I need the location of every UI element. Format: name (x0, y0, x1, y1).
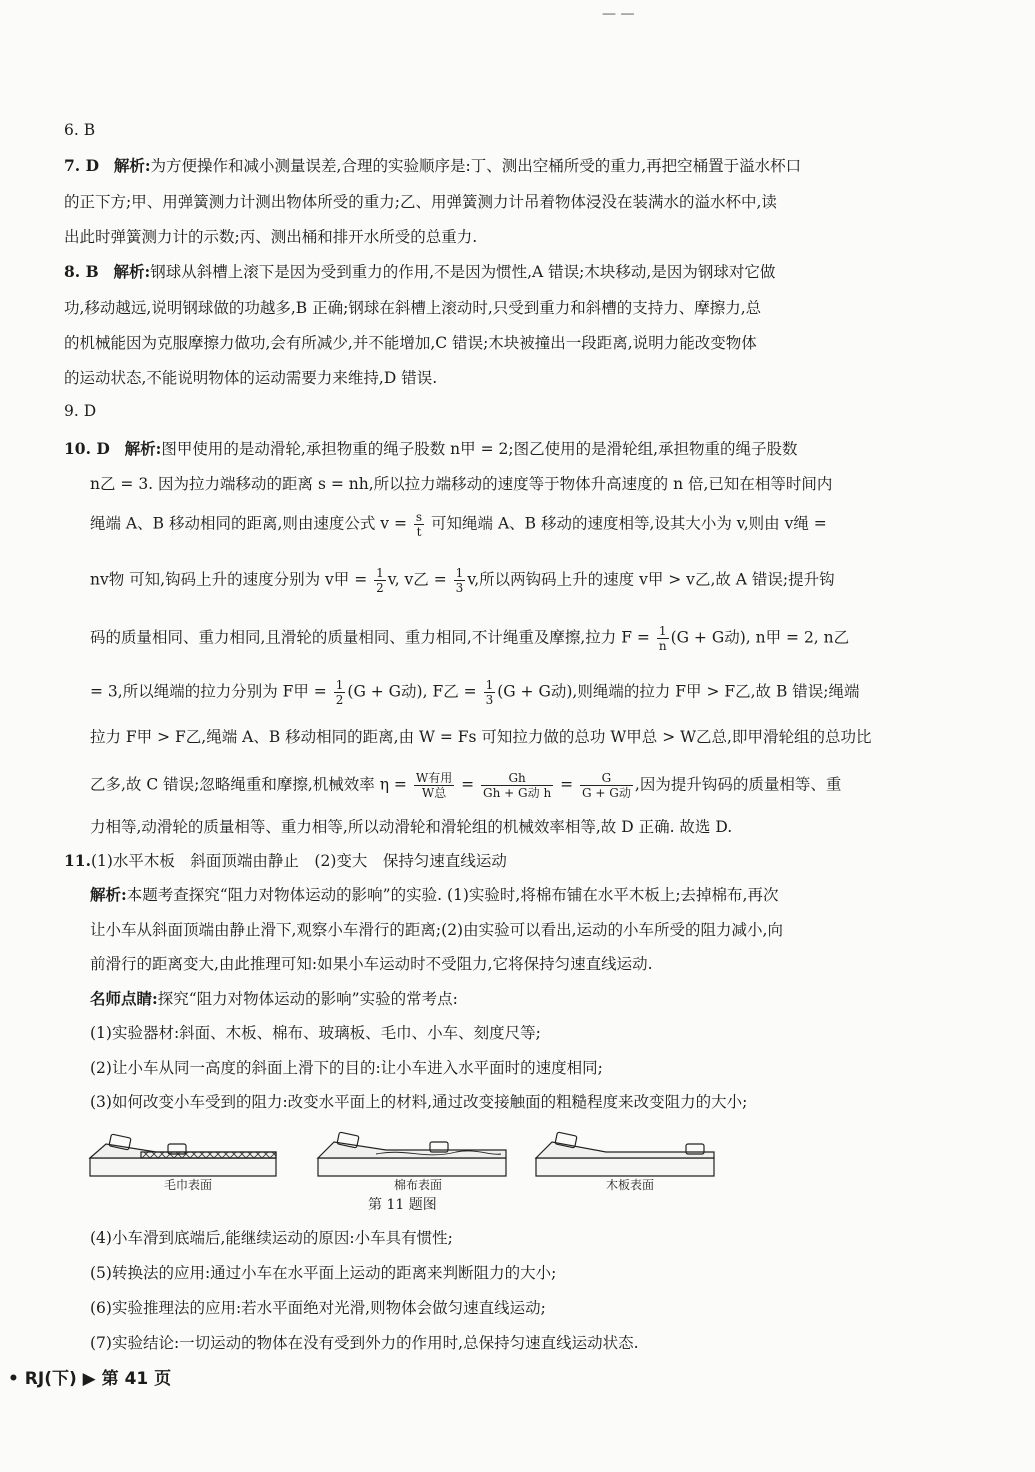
answer-10-line-7: 拉力 F甲 > F乙,绳端 A、B 移动相同的距离,由 W = Fs 可知拉力做的总功 W甲总 > W乙总,即甲滑轮组的总功比 (90, 728, 872, 746)
label-wood-surface: 木板表面 (606, 1178, 655, 1192)
text: = 3,所以绳端的拉力分别为 F甲 = (90, 682, 327, 701)
tip-point-2: (2)让小车从同一高度的斜面上滑下的目的:让小车进入水平面时的速度相同; (90, 1059, 603, 1077)
answer-10-line-3 (90, 510, 827, 539)
answer-6: 6. B (64, 121, 96, 139)
fraction-one-over-n (657, 624, 669, 653)
numerator: 1 (376, 566, 384, 580)
numerator: s (415, 510, 423, 524)
fraction-efficiency-1 (414, 771, 454, 800)
text: nv物 可知,钩码上升的速度分别为 v甲 = (90, 570, 368, 589)
fraction-efficiency-2 (481, 771, 553, 800)
text: 可知绳端 A、B 移动的速度相等,设其大小为 v,则由 v绳 = (431, 514, 827, 533)
fraction-third (454, 566, 466, 595)
denominator: 3 (485, 693, 494, 707)
analysis-tag: 解析: (113, 262, 151, 281)
text: v, v乙 = (387, 570, 447, 589)
text: 为方便操作和减小测量误差,合理的实验顺序是:丁、测出空桶所受的重力,再把空桶置于溢水杯口 (150, 157, 802, 175)
tip-point-7: (7)实验结论:一切运动的物体在没有受到外力的作用时,总保持匀速直线运动状态. (90, 1334, 639, 1352)
answer-11-analysis-3: 前滑行的距离变大,由此推理可知:如果小车运动时不受阻力,它将保持匀速直线运动. (90, 955, 653, 973)
text: ,因为提升钩码的质量相等、重 (634, 775, 842, 794)
text: 码的质量相同、重力相同,且滑轮的质量相同、重力相同,不计绳重及摩擦,拉力 F = (90, 628, 650, 647)
tip-point-6: (6)实验推理法的应用:若水平面绝对光滑,则物体会做匀速直线运动; (90, 1299, 546, 1317)
figure-caption: 第 11 题图 (368, 1197, 437, 1213)
text: 探究“阻力对物体运动的影响”实验的常考点: (157, 990, 458, 1008)
answer-7-line-2: 的正下方;甲、用弹簧测力计测出物体所受的重力;乙、用弹簧测力计吊着物体浸没在装满水的溢水杯中,读 (64, 193, 777, 211)
analysis-tag: 解析: (90, 885, 127, 904)
answer-8-line-2: 功,移动越远,说明钢球做的功越多,B 正确;钢球在斜槽上滚动时,只受到重力和斜槽的支持力、摩擦力,总 (64, 299, 762, 317)
figure-11 (86, 1118, 716, 1214)
answer-11-analysis-1 (90, 883, 778, 905)
numerator: 1 (335, 678, 344, 692)
analysis-tag: 解析: (124, 439, 162, 458)
denominator: Gh + G动 h (483, 786, 552, 800)
fraction-half (374, 566, 386, 595)
denominator: 2 (335, 693, 344, 707)
answer-11-line-1 (64, 849, 507, 871)
answer-8-line-3: 的机械能因为克服摩擦力做功,会有所减少,并不能增加,C 错误;木块被撞出一段距离,说明力能改变物体 (64, 334, 757, 352)
text: v,所以两钩码上升的速度 v甲 > v乙,故 A 错误;提升钩 (467, 570, 835, 589)
tip-point-4: (4)小车滑到底端后,能继续运动的原因:小车具有惯性; (90, 1229, 453, 1247)
tip-tag: 名师点睛: (90, 989, 158, 1008)
answer-7-line-1 (64, 154, 801, 176)
answer-10-line-4 (90, 566, 835, 595)
numerator: 1 (455, 566, 464, 580)
denominator: G + G动 (582, 786, 631, 800)
answer-9: 9. D (64, 402, 97, 420)
numerator: G (601, 771, 612, 785)
fraction-s-over-t (414, 510, 424, 539)
text: 绳端 A、B 移动相同的距离,则由速度公式 v = (90, 514, 407, 533)
page-footer: • RJ(下) ▶ 第 41 页 (8, 1369, 172, 1389)
denominator: 3 (455, 581, 464, 595)
answer-10-line-6 (90, 678, 860, 707)
tip-point-3: (3)如何改变小车受到的阻力:改变水平面上的材料,通过改变接触面的粗糙程度来改变阻力的大小; (90, 1093, 748, 1111)
top-mark: — — (602, 6, 635, 22)
answer-11-number: 11. (64, 851, 91, 870)
denominator: 2 (376, 581, 384, 595)
fraction-third (484, 678, 496, 707)
teacher-tip (90, 987, 458, 1009)
denominator: t (414, 524, 424, 539)
answer-7-line-3: 出此时弹簧测力计的示数;丙、测出桶和排开水所受的总重力. (64, 228, 478, 246)
label-towel-surface: 毛巾表面 (164, 1178, 213, 1192)
fraction-efficiency-3 (580, 771, 633, 800)
answer-8-line-4: 的运动状态,不能说明物体的运动需要力来维持,D 错误. (64, 369, 438, 387)
text: 钢球从斜槽上滚下是因为受到重力的作用,不是因为惯性,A 错误;木块移动,是因为钢球对它做 (150, 263, 776, 281)
answer-10-line-9: 力相等,动滑轮的质量相等、重力相等,所以动滑轮和滑轮组的机械效率相等,故 D 正确. 故选 D. (90, 818, 733, 836)
fraction-half (334, 678, 346, 707)
answer-11-analysis-2: 让小车从斜面顶端由静止滑下,观察小车滑行的距离;(2)由实验可以看出,运动的小车所受的阻力减小,向 (90, 921, 783, 939)
text: 乙多,故 C 错误;忽略绳重和摩擦,机械效率 η = (90, 775, 407, 794)
text: (G + G动), n甲 = 2, n乙 (670, 628, 850, 647)
tip-point-5: (5)转换法的应用:通过小车在水平面上运动的距离来判断阻力的大小; (90, 1264, 557, 1282)
answer-8-number: 8. B (64, 262, 99, 281)
answer-10-line-1 (64, 437, 798, 459)
answer-10-line-5 (90, 624, 849, 653)
text: 本题考查探究“阻力对物体运动的影响”的实验. (1)实验时,将棉布铺在水平木板上;去掉棉布,再次 (126, 886, 779, 904)
numerator: 1 (485, 678, 494, 692)
answer-10-number: 10. D (64, 439, 110, 458)
analysis-tag: 解析: (113, 156, 151, 175)
text: 图甲使用的是动滑轮,承担物重的绳子股数 n甲 = 2;图乙使用的是滑轮组,承担物重的绳子股数 (161, 440, 798, 458)
tip-point-1: (1)实验器材:斜面、木板、棉布、玻璃板、毛巾、小车、刻度尺等; (90, 1024, 541, 1042)
denominator: n (658, 639, 667, 653)
denominator: W总 (414, 785, 454, 800)
label-cotton-surface: 棉布表面 (394, 1178, 443, 1192)
answer-10-line-8: 乙多,故 C 错误;忽略绳重和摩擦,机械效率 η = $\frac{\text{W有用}}{\text{W总}}$ = $\frac{Gh}{\text{Gh + G动 h}}$ = $\frac{G}{\text{G + G动}}$ ,因为提升钩码的质量相等、重 (90, 771, 842, 800)
text: (G + G动), F乙 = (347, 682, 477, 701)
numerator: 1 (658, 624, 667, 638)
text: (G + G动),则绳端的拉力 F甲 > F乙,故 B 错误;绳端 (497, 682, 860, 701)
numerator: W有用 (415, 771, 453, 785)
numerator: Gh (508, 771, 526, 785)
answer-8-line-1 (64, 260, 775, 282)
text: (1)水平木板 斜面顶端由静止 (2)变大 保持匀速直线运动 (90, 852, 507, 870)
answer-7-number: 7. D (64, 156, 100, 175)
answer-10-line-2: n乙 = 3. 因为拉力端移动的距离 s = nh,所以拉力端移动的速度等于物体升高速度的 n 倍,已知在相等时间内 (90, 475, 833, 493)
